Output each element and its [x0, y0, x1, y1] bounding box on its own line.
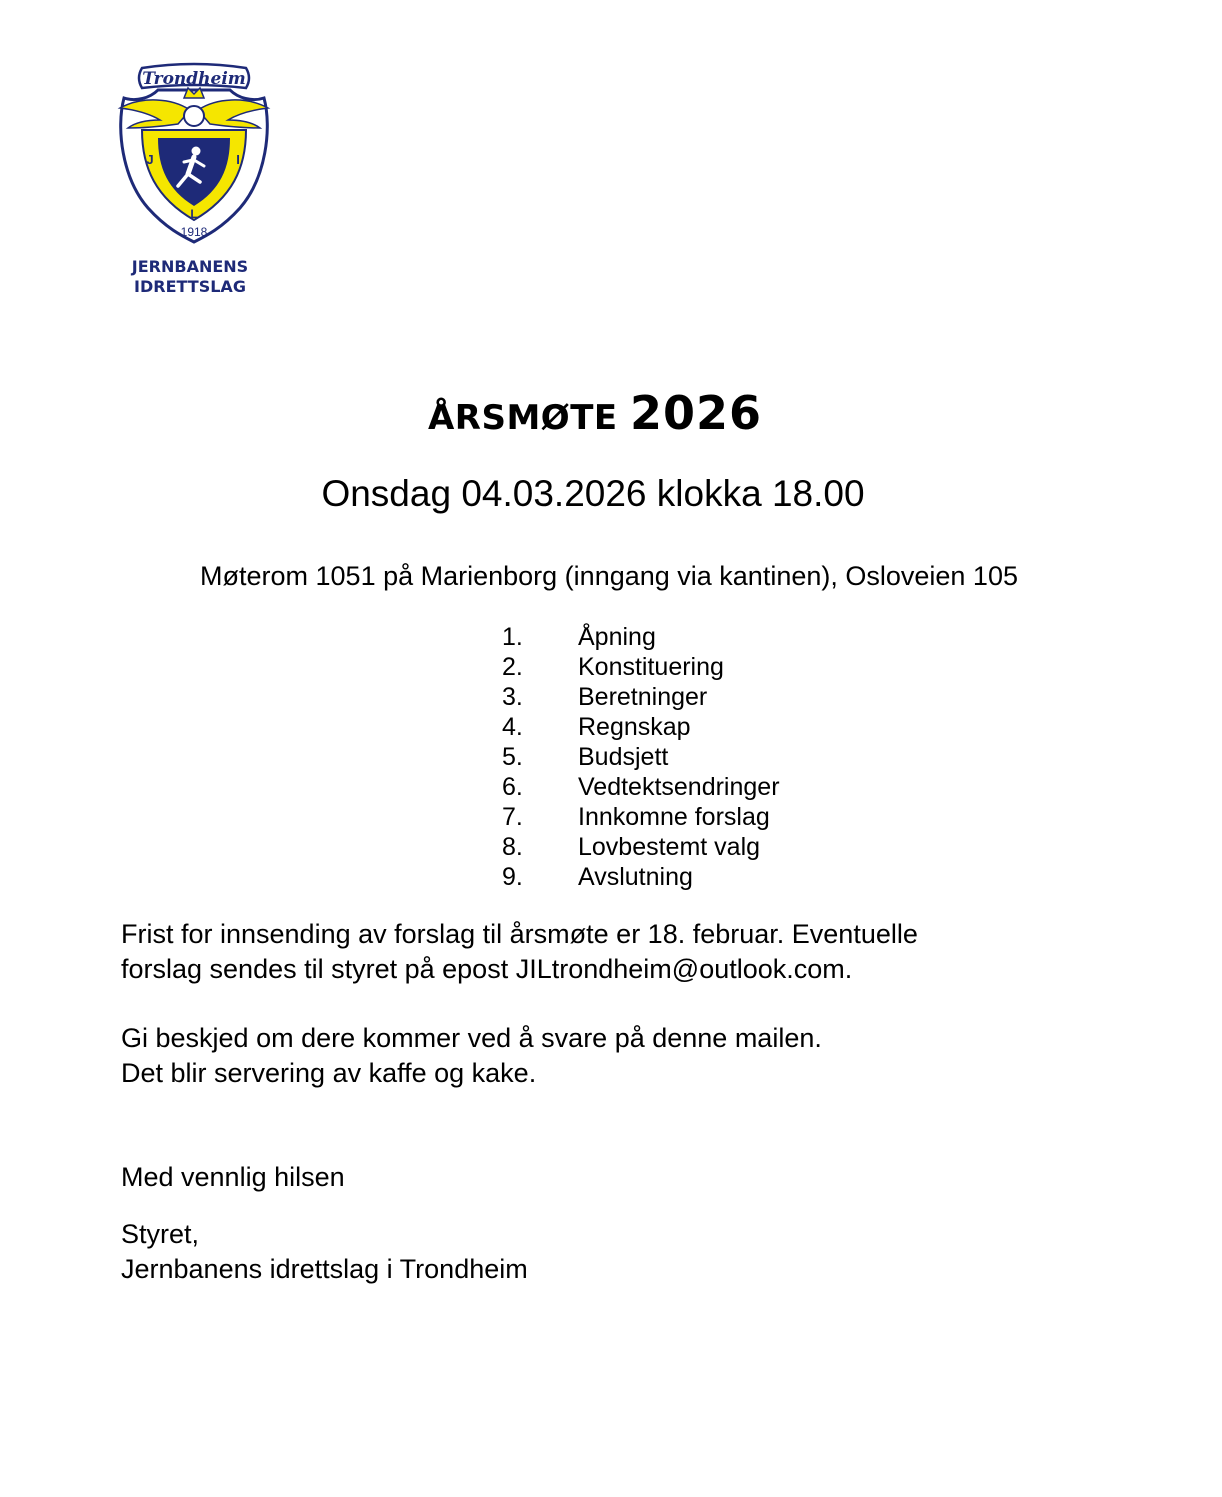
logo-letter-j: J [146, 152, 154, 167]
rsvp-line-1: Gi beskjed om dere kommer ved å svare på denne mailen. [121, 1023, 822, 1053]
agenda-list [502, 622, 780, 892]
agenda-item [502, 772, 780, 802]
title-year: 2026 [629, 386, 762, 440]
club-logo [112, 58, 276, 300]
logo-letter-i: I [236, 152, 240, 167]
logo-name-line1: JERNBANENS [131, 257, 249, 276]
agenda-number: 6. [502, 773, 523, 801]
agenda-label: Avslutning [578, 863, 693, 891]
closing-greeting: Med vennlig hilsen [121, 1162, 345, 1192]
agenda-label: Konstituering [578, 653, 724, 681]
logo-top-text: Trondheim [142, 69, 246, 89]
deadline-line-2: forslag sendes til styret på epost JILtrondheim@outlook.com. [121, 954, 853, 984]
rsvp-line-2: Det blir servering av kaffe og kake. [121, 1058, 537, 1088]
agenda-label: Innkomne forslag [578, 803, 770, 831]
logo-name-line2: IDRETTSLAG [134, 277, 246, 296]
agenda-number: 9. [502, 863, 523, 891]
agenda-item [502, 742, 780, 772]
agenda-item [502, 652, 780, 682]
agenda-item [502, 622, 780, 652]
agenda-label: Vedtektsendringer [578, 773, 780, 801]
agenda-number: 8. [502, 833, 523, 861]
logo-year: 1918 [180, 225, 208, 239]
agenda-number: 7. [502, 803, 523, 831]
title-word: ÅRSMØTE [427, 398, 618, 438]
agenda-label: Budsjett [578, 743, 669, 771]
logo-letter-l: L [190, 207, 198, 221]
signature-line-2: Jernbanens idrettslag i Trondheim [121, 1254, 528, 1284]
agenda-item [502, 712, 780, 742]
deadline-line-1: Frist for innsending av forslag til årsmøte er 18. februar. Eventuelle [121, 919, 918, 949]
logo-wheel [184, 106, 204, 126]
agenda-label: Regnskap [578, 713, 691, 741]
agenda-item [502, 802, 780, 832]
agenda-item [502, 832, 780, 862]
agenda-label: Lovbestemt valg [578, 833, 761, 861]
page-title [0, 386, 1190, 440]
meeting-date: Onsdag 04.03.2026 klokka 18.00 [321, 473, 865, 514]
meeting-venue: Møterom 1051 på Marienborg (inngang via kantinen), Osloveien 105 [200, 561, 1018, 591]
agenda-item [502, 682, 780, 712]
agenda-number: 2. [502, 653, 523, 681]
agenda-number: 1. [502, 623, 523, 651]
agenda-label: Beretninger [578, 683, 708, 711]
agenda-number: 4. [502, 713, 523, 741]
agenda-label: Åpning [578, 623, 656, 651]
signature-line-1: Styret, [121, 1219, 200, 1249]
agenda-number: 5. [502, 743, 523, 771]
signature [121, 1217, 528, 1287]
agenda-number: 3. [502, 683, 523, 711]
deadline-paragraph [121, 917, 918, 987]
agenda-item [502, 862, 780, 892]
rsvp-paragraph [121, 1021, 822, 1091]
